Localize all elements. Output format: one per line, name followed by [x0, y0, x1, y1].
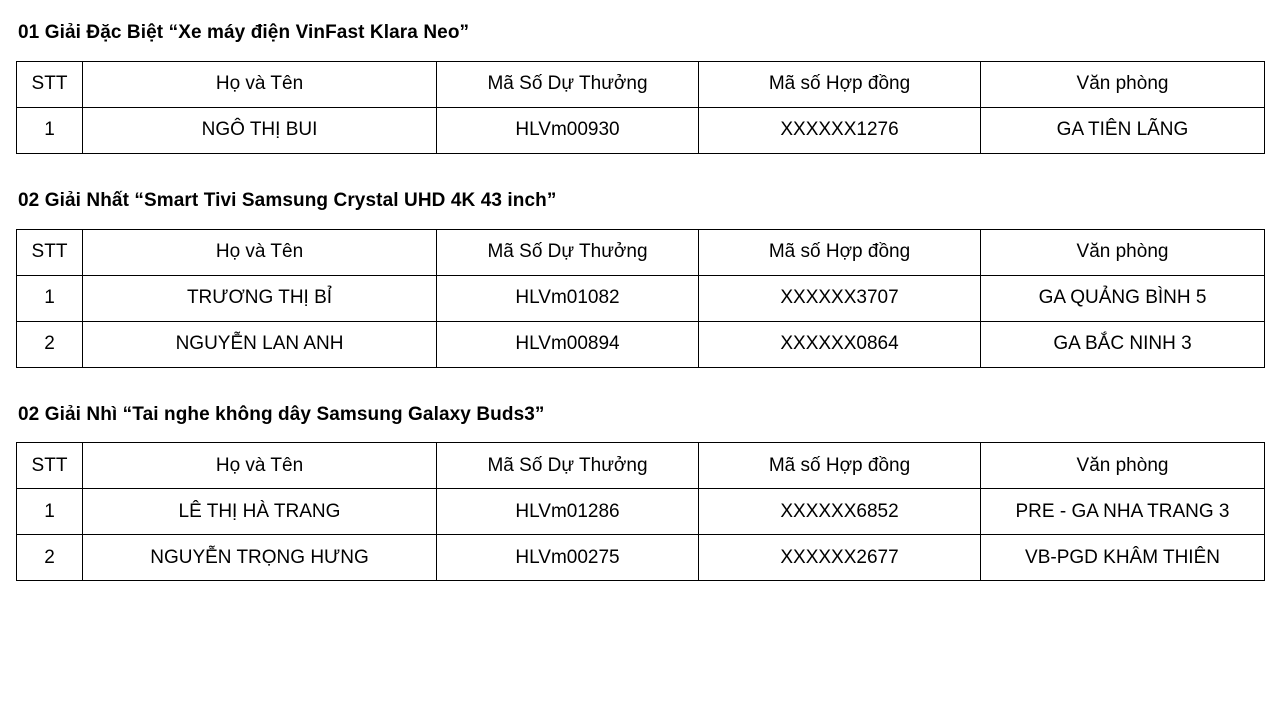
prize-section-2	[16, 190, 1264, 368]
cell-office: GA BẮC NINH 3	[981, 321, 1265, 367]
table-header-row	[17, 443, 1265, 489]
cell-office: GA TIÊN LÃNG	[981, 107, 1265, 153]
column-header-contract-code: Mã số Hợp đồng	[699, 229, 981, 275]
cell-contract-code: XXXXXX1276	[699, 107, 981, 153]
column-header-contract-code: Mã số Hợp đồng	[699, 443, 981, 489]
cell-lottery-code: HLVm01082	[437, 275, 699, 321]
winners-table	[16, 442, 1265, 581]
winners-table	[16, 229, 1265, 368]
cell-stt: 1	[17, 107, 83, 153]
prize-section-3	[16, 404, 1264, 582]
column-header-stt: STT	[17, 229, 83, 275]
section-title: 01 Giải Đặc Biệt “Xe máy điện VinFast Klara Neo”	[18, 22, 470, 43]
cell-stt: 1	[17, 489, 83, 535]
table-row	[17, 275, 1265, 321]
cell-lottery-code: HLVm01286	[437, 489, 699, 535]
cell-office: VB-PGD KHÂM THIÊN	[981, 535, 1265, 581]
cell-stt: 2	[17, 321, 83, 367]
table-row	[17, 535, 1265, 581]
column-header-name: Họ và Tên	[83, 443, 437, 489]
section-title: 02 Giải Nhất “Smart Tivi Samsung Crystal UHD 4K 43 inch”	[18, 189, 557, 211]
cell-name: NGUYỄN LAN ANH	[83, 321, 437, 367]
cell-contract-code: XXXXXX2677	[699, 535, 981, 581]
table-row	[17, 489, 1265, 535]
column-header-office: Văn phòng	[981, 61, 1265, 107]
cell-lottery-code: HLVm00894	[437, 321, 699, 367]
table-row	[17, 321, 1265, 367]
table-header-row	[17, 229, 1265, 275]
cell-stt: 2	[17, 535, 83, 581]
cell-name: NGUYỄN TRỌNG HƯNG	[83, 535, 437, 581]
column-header-contract-code: Mã số Hợp đồng	[699, 61, 981, 107]
column-header-office: Văn phòng	[981, 443, 1265, 489]
cell-lottery-code: HLVm00930	[437, 107, 699, 153]
column-header-lottery-code: Mã Số Dự Thưởng	[437, 229, 699, 275]
cell-name: NGÔ THỊ BUI	[83, 107, 437, 153]
column-header-office: Văn phòng	[981, 229, 1265, 275]
cell-office: PRE - GA NHA TRANG 3	[981, 489, 1265, 535]
prize-section-1	[16, 22, 1264, 154]
cell-stt: 1	[17, 275, 83, 321]
column-header-name: Họ và Tên	[83, 61, 437, 107]
cell-name: LÊ THỊ HÀ TRANG	[83, 489, 437, 535]
cell-contract-code: XXXXXX3707	[699, 275, 981, 321]
section-title: 02 Giải Nhì “Tai nghe không dây Samsung Galaxy Buds3”	[18, 403, 545, 425]
column-header-lottery-code: Mã Số Dự Thưởng	[437, 61, 699, 107]
column-header-lottery-code: Mã Số Dự Thưởng	[437, 443, 699, 489]
winners-table	[16, 61, 1265, 154]
table-header-row	[17, 61, 1265, 107]
cell-contract-code: XXXXXX0864	[699, 321, 981, 367]
cell-office: GA QUẢNG BÌNH 5	[981, 275, 1265, 321]
column-header-name: Họ và Tên	[83, 229, 437, 275]
column-header-stt: STT	[17, 61, 83, 107]
cell-name: TRƯƠNG THỊ BỈ	[83, 275, 437, 321]
column-header-stt: STT	[17, 443, 83, 489]
cell-lottery-code: HLVm00275	[437, 535, 699, 581]
cell-contract-code: XXXXXX6852	[699, 489, 981, 535]
table-row	[17, 107, 1265, 153]
